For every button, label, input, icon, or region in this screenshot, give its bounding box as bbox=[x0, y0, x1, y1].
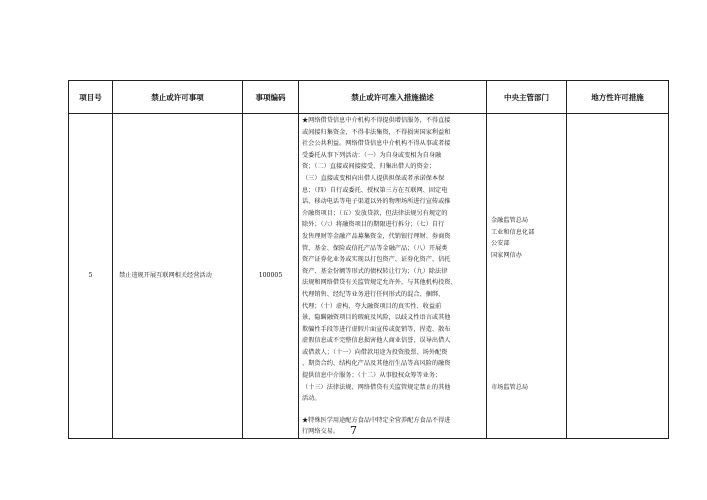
department-name: 公安部 bbox=[491, 240, 510, 248]
table-row bbox=[69, 114, 669, 439]
department-name: 市场监管总局 bbox=[491, 384, 529, 391]
header-local-measures: 地方性许可措施 bbox=[567, 81, 669, 114]
description-line: 息；（四）自行或委托、授权第三方在互联网、固定电 bbox=[302, 186, 448, 194]
description-line: 或借款人；（十一）向借款用途为投资股票、场外配资 bbox=[302, 348, 448, 356]
description-line: 或间接归集资金，不得非法集资，不得损害国家利益和 bbox=[302, 128, 451, 136]
description-line: 受委托从事下列活动：（一）为自身或变相为自身融 bbox=[302, 151, 442, 159]
department-name: 金融监管总局 bbox=[491, 217, 529, 224]
header-code: 事项编码 bbox=[243, 81, 299, 114]
description-line: （三）直接或变相向出借人提供担保或者承诺保本保 bbox=[302, 174, 445, 182]
description-line: 话、移动电话等电子渠道以外的物理场所进行宣传或推 bbox=[302, 198, 451, 206]
description-line: 、期货合约、结构化产品及其他衍生品等高风险的融资 bbox=[302, 360, 451, 368]
page-number: 7 bbox=[350, 424, 357, 437]
description-line: 发售理财等金融产品募集资金，代销银行理财、券商资 bbox=[302, 232, 451, 240]
description-line: 活动。 bbox=[302, 395, 321, 403]
row-description-cell bbox=[299, 114, 487, 439]
description-line: 管、基金、保险或信托产品等金融产品；（八）开展类 bbox=[302, 244, 448, 252]
row-index-cell: 5 bbox=[69, 114, 113, 439]
row-department-cell bbox=[487, 114, 567, 439]
description-line: 行网络交易。 bbox=[302, 428, 340, 436]
description-line: ★网络借贷信息中介机构不得提供增信服务，不得直接 bbox=[302, 117, 451, 124]
description-line: 代理销售、经纪等业务进行任何形式的混合、捆绑、 bbox=[302, 290, 445, 298]
market-access-table bbox=[68, 80, 669, 439]
row-item-cell: 禁止违规开展互联网相关经营活动 bbox=[113, 114, 243, 439]
row-local-measures-cell bbox=[567, 114, 669, 439]
description-line: 资；（二）直接或间接接受、归集出借人的资金； bbox=[302, 163, 436, 171]
table-header-row bbox=[69, 81, 669, 114]
description-line: 欺骗性手段等进行虚假片面宣传或促销等，捏造、散布 bbox=[302, 325, 451, 333]
description-line: 介融资项目；（五）发放贷款，但法律法规另有规定的 bbox=[302, 209, 448, 217]
description-line: ★特殊医学用途配方食品中特定全营养配方食品不得进 bbox=[302, 416, 451, 424]
description-block bbox=[302, 115, 483, 405]
description-line: 代理；（十）虚构、夸大融资项目的真实性、收益前 bbox=[302, 302, 442, 310]
department-name: 国家网信办 bbox=[491, 251, 522, 259]
description-line: 除外；（六）将融资项目的期限进行拆分；（七）自行 bbox=[302, 221, 445, 229]
header-department: 中央主管部门 bbox=[487, 81, 567, 114]
description-line: （十三）法律法规、网络借贷有关监管规定禁止的其他 bbox=[302, 383, 451, 391]
description-line: 资产、基金份额等形式的债权转让行为；（九）除法律 bbox=[302, 267, 448, 275]
header-description: 禁止或许可准入措施描述 bbox=[299, 81, 487, 114]
description-line: 法规和网络借贷有关监管规定允许外，与其他机构投资、 bbox=[302, 279, 457, 287]
department-group bbox=[491, 215, 564, 261]
description-line: 景，隐瞒融资项目的瑕疵及风险，以歧义性语言或其他 bbox=[302, 314, 451, 322]
department-name: 工业和信息化部 bbox=[491, 228, 535, 236]
description-line: 资产证券化业务或实现以打包资产、证券化资产、信托 bbox=[302, 256, 451, 264]
header-item: 禁止或许可事项 bbox=[113, 81, 243, 114]
department-group bbox=[491, 382, 564, 394]
description-line: 虚假信息或不完整信息损害他人商业信誉，误导出借人 bbox=[302, 337, 451, 345]
description-line: 提供信息中介服务；（十二）从事股权众筹等业务； bbox=[302, 372, 442, 380]
row-code-cell: 100005 bbox=[243, 114, 299, 439]
description-line: 社会公共利益。网络借贷信息中介机构不得从事或者接 bbox=[302, 140, 451, 148]
header-index: 项目号 bbox=[69, 81, 113, 114]
